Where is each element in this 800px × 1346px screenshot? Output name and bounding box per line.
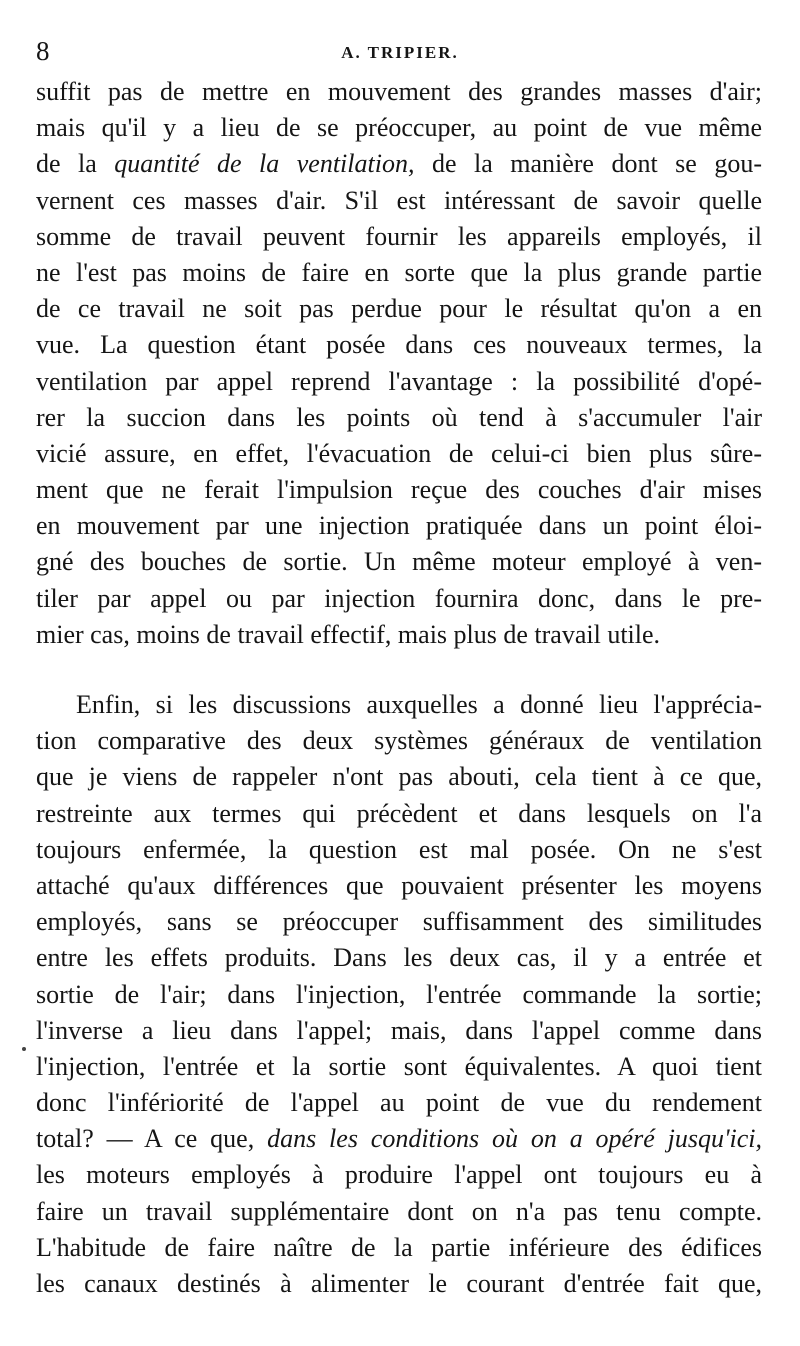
text-line: donc l'infériorité de l'appel au point de vue du rendement	[36, 1088, 762, 1118]
text-line: mais qu'il y a lieu de se préoccuper, au point de vue même	[36, 113, 762, 143]
paragraph-2	[36, 687, 762, 1302]
text-line: mier cas, moins de travail effectif, mais plus de travail utile.	[36, 619, 661, 649]
text-line: rer la succion dans les points où tend à s'accumuler l'air	[36, 402, 762, 432]
text-line: gné des bouches de sortie. Un même moteur employé à ven-	[36, 547, 762, 577]
running-head: A. TRIPIER.	[341, 43, 459, 62]
text-line: les canaux destinés à alimenter le courant d'entrée fait que,	[36, 1269, 762, 1298]
text-fragment: total? — A ce que,	[36, 1124, 268, 1154]
text-line: somme de travail peuvent fournir les appareils employés, il	[36, 221, 762, 251]
page-number: 8	[36, 36, 50, 66]
text-line: entre les effets produits. Dans les deux cas, il y a entrée et	[36, 943, 762, 973]
text-line: ment que ne ferait l'impulsion reçue des couches d'air mises	[36, 475, 762, 505]
text-line: l'inverse a lieu dans l'appel; mais, dans l'appel comme dans	[36, 1015, 762, 1045]
italic-phrase: quantité de la ventilation,	[114, 149, 415, 179]
text-line: vernent ces masses d'air. S'il est intéressant de savoir quelle	[36, 185, 762, 215]
text-line: tiler par appel ou par injection fournira donc, dans le pre-	[36, 583, 762, 613]
text-line: que je viens de rappeler n'ont pas abouti, cela tient à ce que,	[36, 762, 762, 792]
text-line: restreinte aux termes qui précèdent et dans lesquels on l'a	[36, 798, 762, 828]
text-line: employés, sans se préoccuper suffisamment des similitudes	[36, 907, 762, 937]
text-fragment: de la manière dont se gou-	[414, 149, 762, 179]
text-line: sortie de l'air; dans l'injection, l'entrée commande la sortie;	[36, 979, 762, 1009]
text-line: Enfin, si les discussions auxquelles a donné lieu l'apprécia-	[76, 690, 762, 719]
text-line: attaché qu'aux différences que pouvaient présenter les moyens	[36, 870, 762, 900]
text-line	[36, 1121, 762, 1157]
margin-mark	[22, 1047, 26, 1051]
text-line: ventilation par appel reprend l'avantage : la possibilité d'opé-	[36, 366, 762, 396]
text-fragment: de la	[36, 149, 115, 179]
text-line: vue. La question étant posée dans ces nouveaux termes, la	[36, 330, 762, 360]
text-line: les moteurs employés à produire l'appel ont toujours eu à	[36, 1160, 762, 1190]
paragraph-1	[36, 74, 762, 653]
text-line: tion comparative des deux systèmes généraux de ventilation	[36, 726, 762, 756]
text-line: l'injection, l'entrée et la sortie sont équivalentes. A quoi tient	[36, 1051, 762, 1081]
text-line: de ce travail ne soit pas perdue pour le résultat qu'on a en	[36, 294, 762, 324]
text-line: suffit pas de mettre en mouvement des grandes masses d'air;	[36, 77, 762, 106]
text-line: vicié assure, en effet, l'évacuation de celui-ci bien plus sûre-	[36, 438, 762, 468]
text-line: toujours enfermée, la question est mal posée. On ne s'est	[36, 834, 762, 864]
text-line: en mouvement par une injection pratiquée dans un point éloi-	[36, 511, 762, 541]
text-line: L'habitude de faire naître de la partie inférieure des édifices	[36, 1232, 762, 1262]
text-line: faire un travail supplémentaire dont on n'a pas tenu compte.	[36, 1196, 762, 1226]
text-line	[36, 146, 762, 182]
text-line: ne l'est pas moins de faire en sorte que la plus grande partie	[36, 257, 762, 287]
italic-phrase: dans les conditions où on a opéré jusqu'ici,	[267, 1124, 762, 1154]
